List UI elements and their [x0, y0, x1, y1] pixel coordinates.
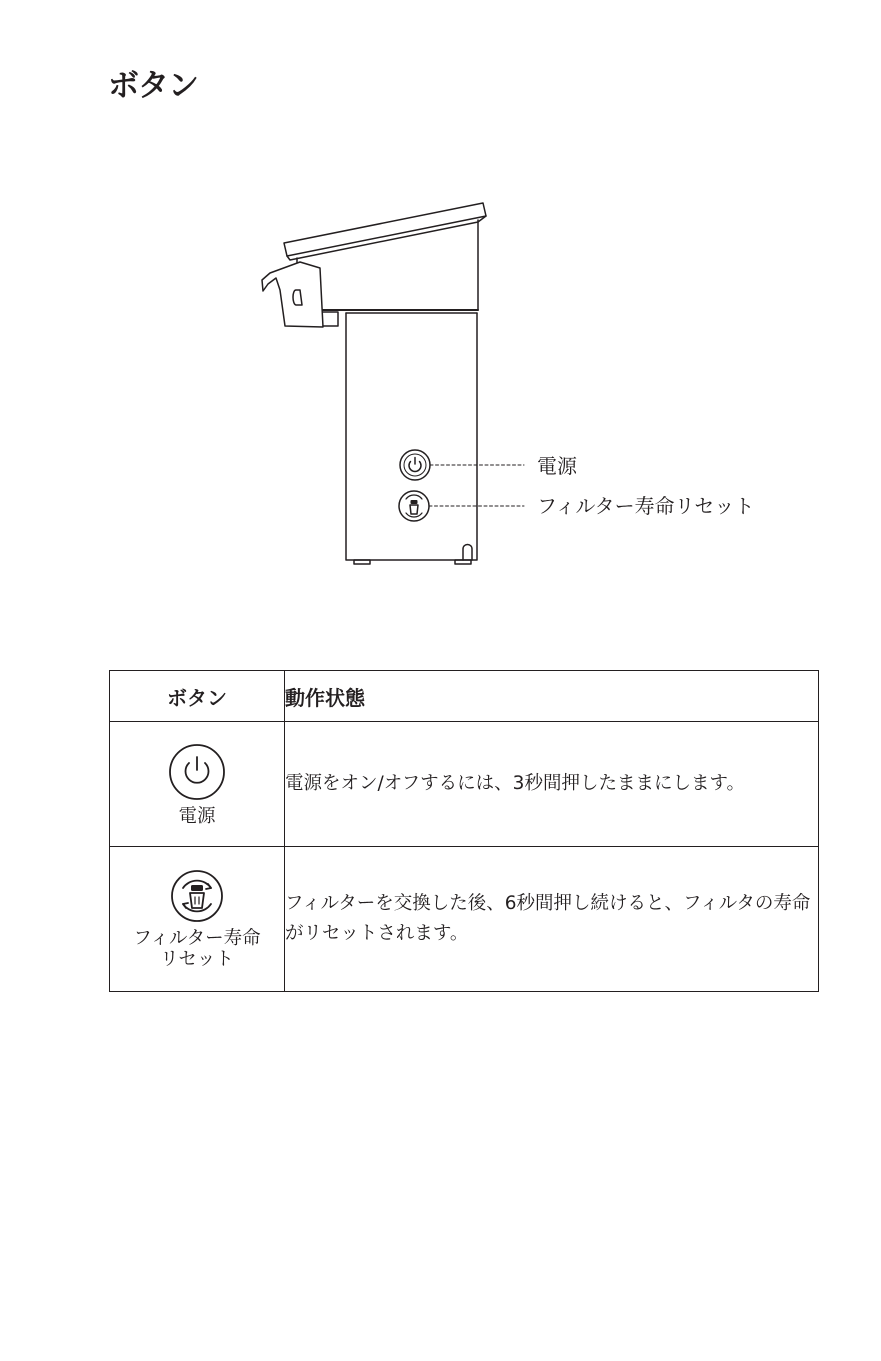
power-caption: 電源 — [178, 805, 216, 827]
filter-reset-caption-line2: リセット — [160, 949, 234, 970]
lower-body — [346, 313, 477, 560]
header-state: 動作状態 — [285, 671, 819, 722]
filter-reset-description: フィルターを交換した後、6秒間押し続けると、フィルタの寿命がリセットされます。 — [285, 847, 819, 992]
power-callout-label: 電源 — [537, 454, 577, 478]
page-title: ボタン — [108, 68, 198, 104]
button-cell-power — [110, 722, 285, 847]
button-cell-filter-reset — [110, 847, 285, 992]
foot-left — [354, 560, 370, 564]
table-row — [110, 722, 819, 847]
filter-reset-callout-label: フィルター寿命リセット — [537, 494, 755, 518]
button-table — [109, 670, 819, 992]
power-icon — [167, 742, 227, 806]
cable-clip — [463, 545, 472, 561]
table-header-row — [110, 671, 819, 722]
filter-reset-caption-line1: フィルター寿命 — [133, 928, 261, 949]
filter-reset-icon — [169, 868, 225, 928]
device-diagram — [240, 195, 540, 575]
diagram-power-button — [400, 450, 430, 480]
power-description: 電源をオン/オフするには、3秒間押したままにします。 — [285, 722, 819, 847]
top-panel — [284, 203, 486, 256]
header-button: ボタン — [110, 671, 285, 722]
table-row — [110, 847, 819, 992]
diagram-filter-reset-button — [399, 491, 429, 521]
